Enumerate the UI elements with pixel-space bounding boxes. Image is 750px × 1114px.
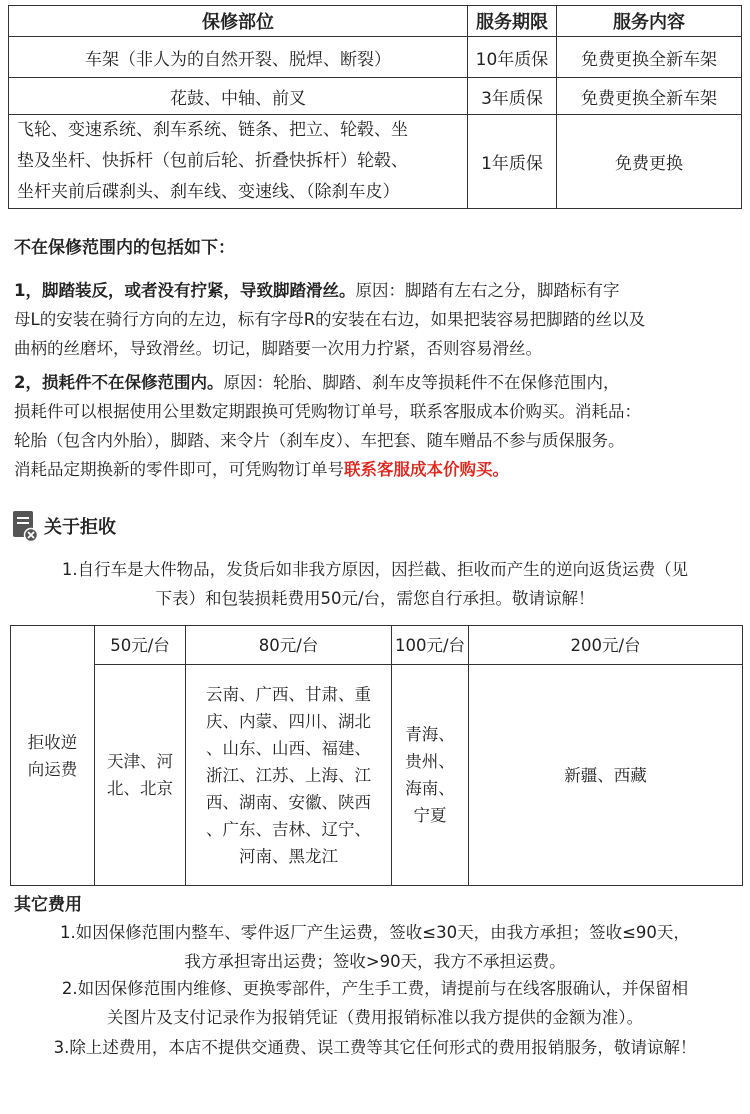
warranty-header-row <box>9 6 742 37</box>
header-part: 保修部位 <box>9 6 468 37</box>
other-fee-2 <box>10 974 740 1032</box>
other-fee-line: 我方承担寄出运费；签收>90天，我方不承担运费。 <box>184 952 566 971</box>
fee-header-80: 80元/台 <box>186 626 392 665</box>
warranty-part: 车架（非人为的自然开裂、脱焊、断裂） <box>9 37 468 78</box>
other-fee-line: 关图片及支付记录作为报销凭证（费用报销标准以我方提供的金额为准）。 <box>106 1008 644 1027</box>
warranty-row <box>9 37 742 78</box>
fee-row-label-line: 拒收逆 <box>27 732 78 752</box>
warranty-part-line: 飞轮、变速系统、刹车系统、链条、把立、轮毂、坐 <box>17 120 408 140</box>
header-content: 服务内容 <box>557 6 742 37</box>
exclusion-item-2-line: 损耗件可以根据使用公里数定期跟换可凭购物订单号，联系客服成本价购买。消耗品： <box>14 402 641 421</box>
warranty-period: 1年质保 <box>468 115 557 209</box>
region-line: 、山东、山西、福建、 <box>206 738 371 758</box>
exclusion-item-1-reason: 原因：脚踏有左右之分，脚踏标有字 <box>355 281 620 300</box>
contact-service-highlight: 联系客服成本价购买。 <box>344 460 509 479</box>
warranty-content: 免费更换 <box>557 115 742 209</box>
region-line: 天津、河 <box>107 752 173 771</box>
other-fee-1 <box>10 918 740 976</box>
warranty-row <box>9 115 742 209</box>
warranty-period: 10年质保 <box>468 37 557 78</box>
fee-regions-100 <box>392 665 469 886</box>
exclusion-item-2-title: 2，损耗件不在保修范围内。 <box>14 373 224 392</box>
region-line: 北、北京 <box>107 779 173 798</box>
region-line: 海南、 <box>405 779 455 798</box>
fee-regions-200: 新疆、西藏 <box>469 665 743 886</box>
fee-header-200: 200元/台 <box>469 626 743 665</box>
region-line: 浙江、江苏、上海、江 <box>206 765 371 785</box>
other-fees-heading: 其它费用 <box>14 895 82 915</box>
exclusion-item-2-reason: 原因：轮胎、脚踏、刹车皮等损耗件不在保修范围内， <box>223 373 620 392</box>
warranty-content: 免费更换全新车架 <box>557 78 742 115</box>
rejection-title: 关于拒收 <box>44 517 116 538</box>
region-line: 宁夏 <box>413 806 447 825</box>
exclusion-item-2 <box>14 368 740 484</box>
exclusion-item-1-line: 母L的安装在骑行方向的左边，标有字母R的安装在右边，如果把装容易把脚踏的丝以及 <box>14 310 646 329</box>
warranty-table <box>8 5 742 209</box>
warranty-part <box>9 115 468 209</box>
fee-regions-50 <box>95 665 186 886</box>
warranty-content: 免费更换全新车架 <box>557 37 742 78</box>
fee-row-label-line: 向运费 <box>27 759 78 779</box>
fee-row-label <box>11 626 95 886</box>
exclusion-item-2-line: 轮胎（包含内外胎），脚踏、来令片（刹车皮）、车把套、随车赠品不参与质保服务。 <box>14 431 625 450</box>
region-line: 贵州、 <box>405 752 455 771</box>
exclusion-item-1-title: 1，脚踏装反，或者没有拧紧，导致脚踏滑丝。 <box>14 281 356 300</box>
warranty-part-line: 垫及坐杆、快拆杆（包前后轮、折叠快拆杆）轮毂、 <box>17 151 408 171</box>
region-line: 青海、 <box>405 725 455 744</box>
fee-body-row <box>11 665 743 886</box>
other-fee-line: 2.如因保修范围内维修、更换零部件，产生手工费，请提前与在线客服确认，并保留相 <box>61 979 689 998</box>
rejection-paragraph <box>10 555 740 613</box>
fee-header-50: 50元/台 <box>95 626 186 665</box>
exclusion-item-1 <box>14 276 740 363</box>
exclusion-item-1-line: 曲柄的丝磨坏，导致滑丝。切记，脚踏要一次用力拧紧，否则容易滑丝。 <box>14 339 542 358</box>
rejection-line: 1.自行车是大件物品，发货后如非我方原因，因拦截、拒收而产生的逆向返货运费（见 <box>61 560 689 579</box>
region-line: 庆、内蒙、四川、湖北 <box>206 711 371 731</box>
region-line: 西、湖南、安徽、陕西 <box>206 792 371 812</box>
region-line: 云南、广西、甘肃、重 <box>206 684 371 704</box>
warranty-part: 花鼓、中轴、前叉 <box>9 78 468 115</box>
document-reject-icon <box>12 510 38 542</box>
warranty-row <box>9 78 742 115</box>
region-line: 河南、黑龙江 <box>239 846 338 866</box>
warranty-period: 3年质保 <box>468 78 557 115</box>
return-fee-table <box>10 625 743 886</box>
rejection-line: 下表）和包装损耗费用50元/台，需您自行承担。敬请谅解！ <box>155 589 595 608</box>
header-period: 服务期限 <box>468 6 557 37</box>
other-fee-line: 3.除上述费用，本店不提供交通费、误工费等其它任何形式的费用报销服务，敬请谅解！ <box>53 1038 697 1057</box>
fee-header-100: 100元/台 <box>392 626 469 665</box>
fee-regions-80 <box>186 665 392 886</box>
region-line: 、广东、吉林、辽宁、 <box>206 819 371 839</box>
warranty-part-line: 坐杆夹前后碟刹头、刹车线、变速线、（除刹车皮） <box>17 182 400 202</box>
other-fee-3 <box>10 1033 740 1062</box>
other-fee-line: 1.如因保修范围内整车、零件返厂产生运费，签收≤30天，由我方承担；签收≤90天， <box>60 923 690 942</box>
fee-header-row <box>11 626 743 665</box>
rejection-heading <box>12 508 116 544</box>
exclusion-item-2-line: 消耗品定期换新的零件即可，可凭购物订单号 <box>14 460 344 479</box>
exclusions-heading: 不在保修范围内的包括如下： <box>14 238 235 258</box>
